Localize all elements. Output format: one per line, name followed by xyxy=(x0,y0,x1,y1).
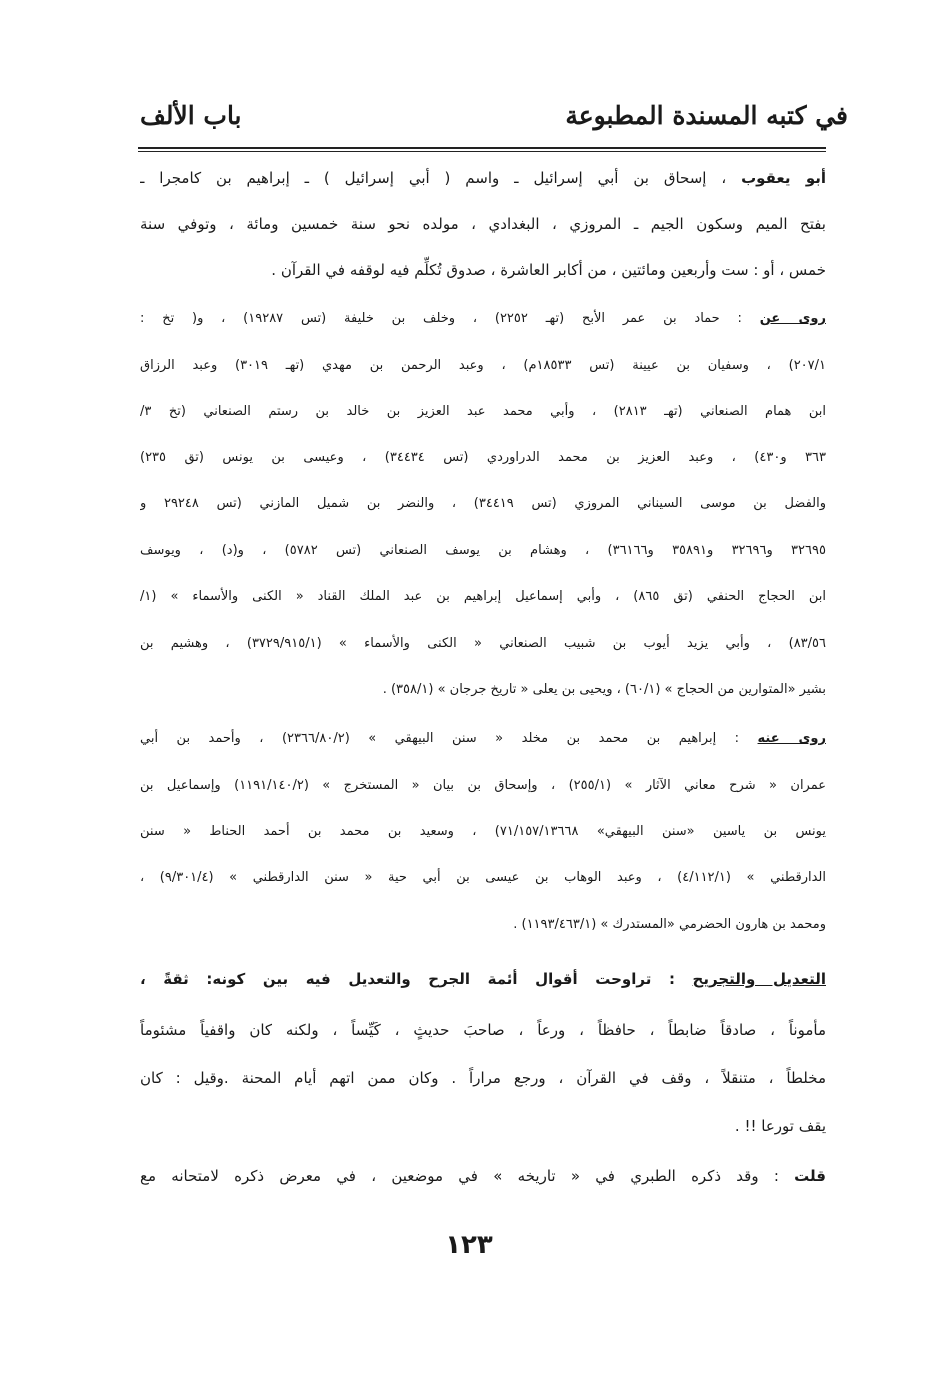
rawa-an-line: ابن الحجاج الحنفي (تق ٨٦٥) ، وأبي إسماعيل إبراهيم بن عبد الملك القناد « الكنى والأسماء » (١/ xyxy=(140,589,826,604)
rawa-an-line: ٣٦٣ و٤٣٠) ، وعبد العزيز بن محمد الدراوردي (تس ٣٤٤٣٤) ، وعيسى بن يونس (تق ٢٣٥) xyxy=(140,450,826,465)
tadil-line: التعديل والتجريح : تراوحت أقوال أئمة الجرح والتعديل فيه بين كونه: ثقةً ، xyxy=(140,970,826,988)
bio-line: بفتح الميم وسكون الجيم ـ المروزي ، البغدادي ، مولده نحو سنة خمسين ومائة ، وتوفي سنة xyxy=(140,215,826,233)
rawa-anhu-label: روى عنه xyxy=(757,731,826,746)
header-rule-thin xyxy=(138,151,826,152)
rawa-an-line: بشير «المتوارين من الحجاج » (٦٠/١) ، ويحيى بن يعلى « تاريخ جرجان » (٣٥٨/١) . xyxy=(382,682,826,697)
rawa-an-line: ٣٢٦٩٥ و٣٢٦٩٦ و٣٥٨٩١ و٣٦١٦٦) ، وهشام بن يوسف الصنعاني (تس ٥٧٨٢) ، و(د) ، ويوسف xyxy=(140,543,826,558)
header-rule xyxy=(138,147,826,149)
rawa-anhu-line: ومحمد بن هارون الحضرمي «المستدرك » (١١٩٣/٤٦٣/١) . xyxy=(513,917,826,932)
bio-name: أبو يعقوب xyxy=(741,169,826,187)
chapter-title: باب الألف xyxy=(140,101,242,130)
rawa-anhu-line: عمران « شرح معاني الآثار » (٢٥٥/١) ، وإسحاق بن بيان « المستخرج » (١١٩١/١٤٠/٢) وإسماعيل بن xyxy=(140,778,826,793)
rawa-anhu-line: يونس بن ياسين «سنن البيهقي» ٧١/١٥٧/١٣٦٦٨) ، وسعيد بن محمد بن أحمد الحناط « سنن xyxy=(140,824,826,839)
page-number: ١٢٣ xyxy=(445,1230,493,1260)
qultu-line: قلت : وقد ذكره الطبري في « تاريخه » في موضعين ، في معرض ذكره لامتحانه مع xyxy=(140,1167,826,1185)
running-title: في كتبه المسندة المطبوعة xyxy=(565,101,848,130)
rawa-an-label: روى عن xyxy=(759,311,826,326)
rawa-an-line: ابن همام الصنعاني (تهـ ٢٨١٣) ، وأبي محمد عبد العزيز بن خالد بن رستم الصنعاني (تخ ٣/ xyxy=(140,404,826,419)
qultu-label: قلت xyxy=(794,1167,826,1185)
rawa-anhu-line: الدارقطني » (٤/١١٢/١) ، وعبد الوهاب بن عيسى بن أبي حية « سنن الدارقطني » (٩/٣٠١/٤) ، xyxy=(140,870,826,885)
tadil-line: مخلطاً ، متنقلاً ، وقف في القرآن ، ورجع مراراً . وكان ممن اتهم أيام المحنة .وقيل : كان xyxy=(140,1069,826,1087)
tadil-label: التعديل والتجريح xyxy=(692,970,826,988)
bio-line: أبو يعقوب ، إسحاق بن أبي إسرائيل ـ واسم ( أبي إسرائيل ) ـ إبراهيم بن كامجرا ـ xyxy=(140,169,826,187)
bio-line: خمس ، أو : ست وأربعين ومائتين ، من أكابر العاشرة ، صدوق تُكلِّم فيه لوقفه في القرآن . xyxy=(271,261,826,279)
rawa-an-line: ٢٠٧/١) ، وسفيان بن عيينة (تس ١٨٥٣٣م) ، وعبد الرحمن بن مهدي (تهـ ٣٠١٩) وعبد الرزاق xyxy=(140,358,826,373)
tadil-line: يقف تورعا !! . xyxy=(734,1117,826,1135)
tadil-line: مأموناً ، صادقاً ضابطاً ، حافظاً ، ورعاً ، صاحبَ حديثٍ ، كَيِّساً ، ولكنه كان واقفياً مشئوماً xyxy=(140,1021,826,1039)
rawa-an-line: والفضل بن موسى السيناني المروزي (تس ٣٤٤١٩) ، والنضر بن شميل المازني (تس ٢٩٢٤٨ و xyxy=(140,496,826,511)
rawa-an-line: ٨٣/٥٦) ، وأبي يزيد أيوب بن شبيب الصنعاني « الكنى والأسماء » (٣٧٢٩/٩١٥/١) ، وهشيم بن xyxy=(140,636,826,651)
rawa-anhu-line: روى عنه : إبراهيم بن محمد بن مخلد « سنن البيهقي » (٢٣٦٦/٨٠/٢) ، وأحمد بن أبي xyxy=(140,731,826,746)
rawa-an-line: روى عن : حماد بن عمر الأبح (تهـ ٢٢٥٢) ، وخلف بن خليفة (تس ١٩٢٨٧) ، و( تخ : xyxy=(140,311,826,326)
